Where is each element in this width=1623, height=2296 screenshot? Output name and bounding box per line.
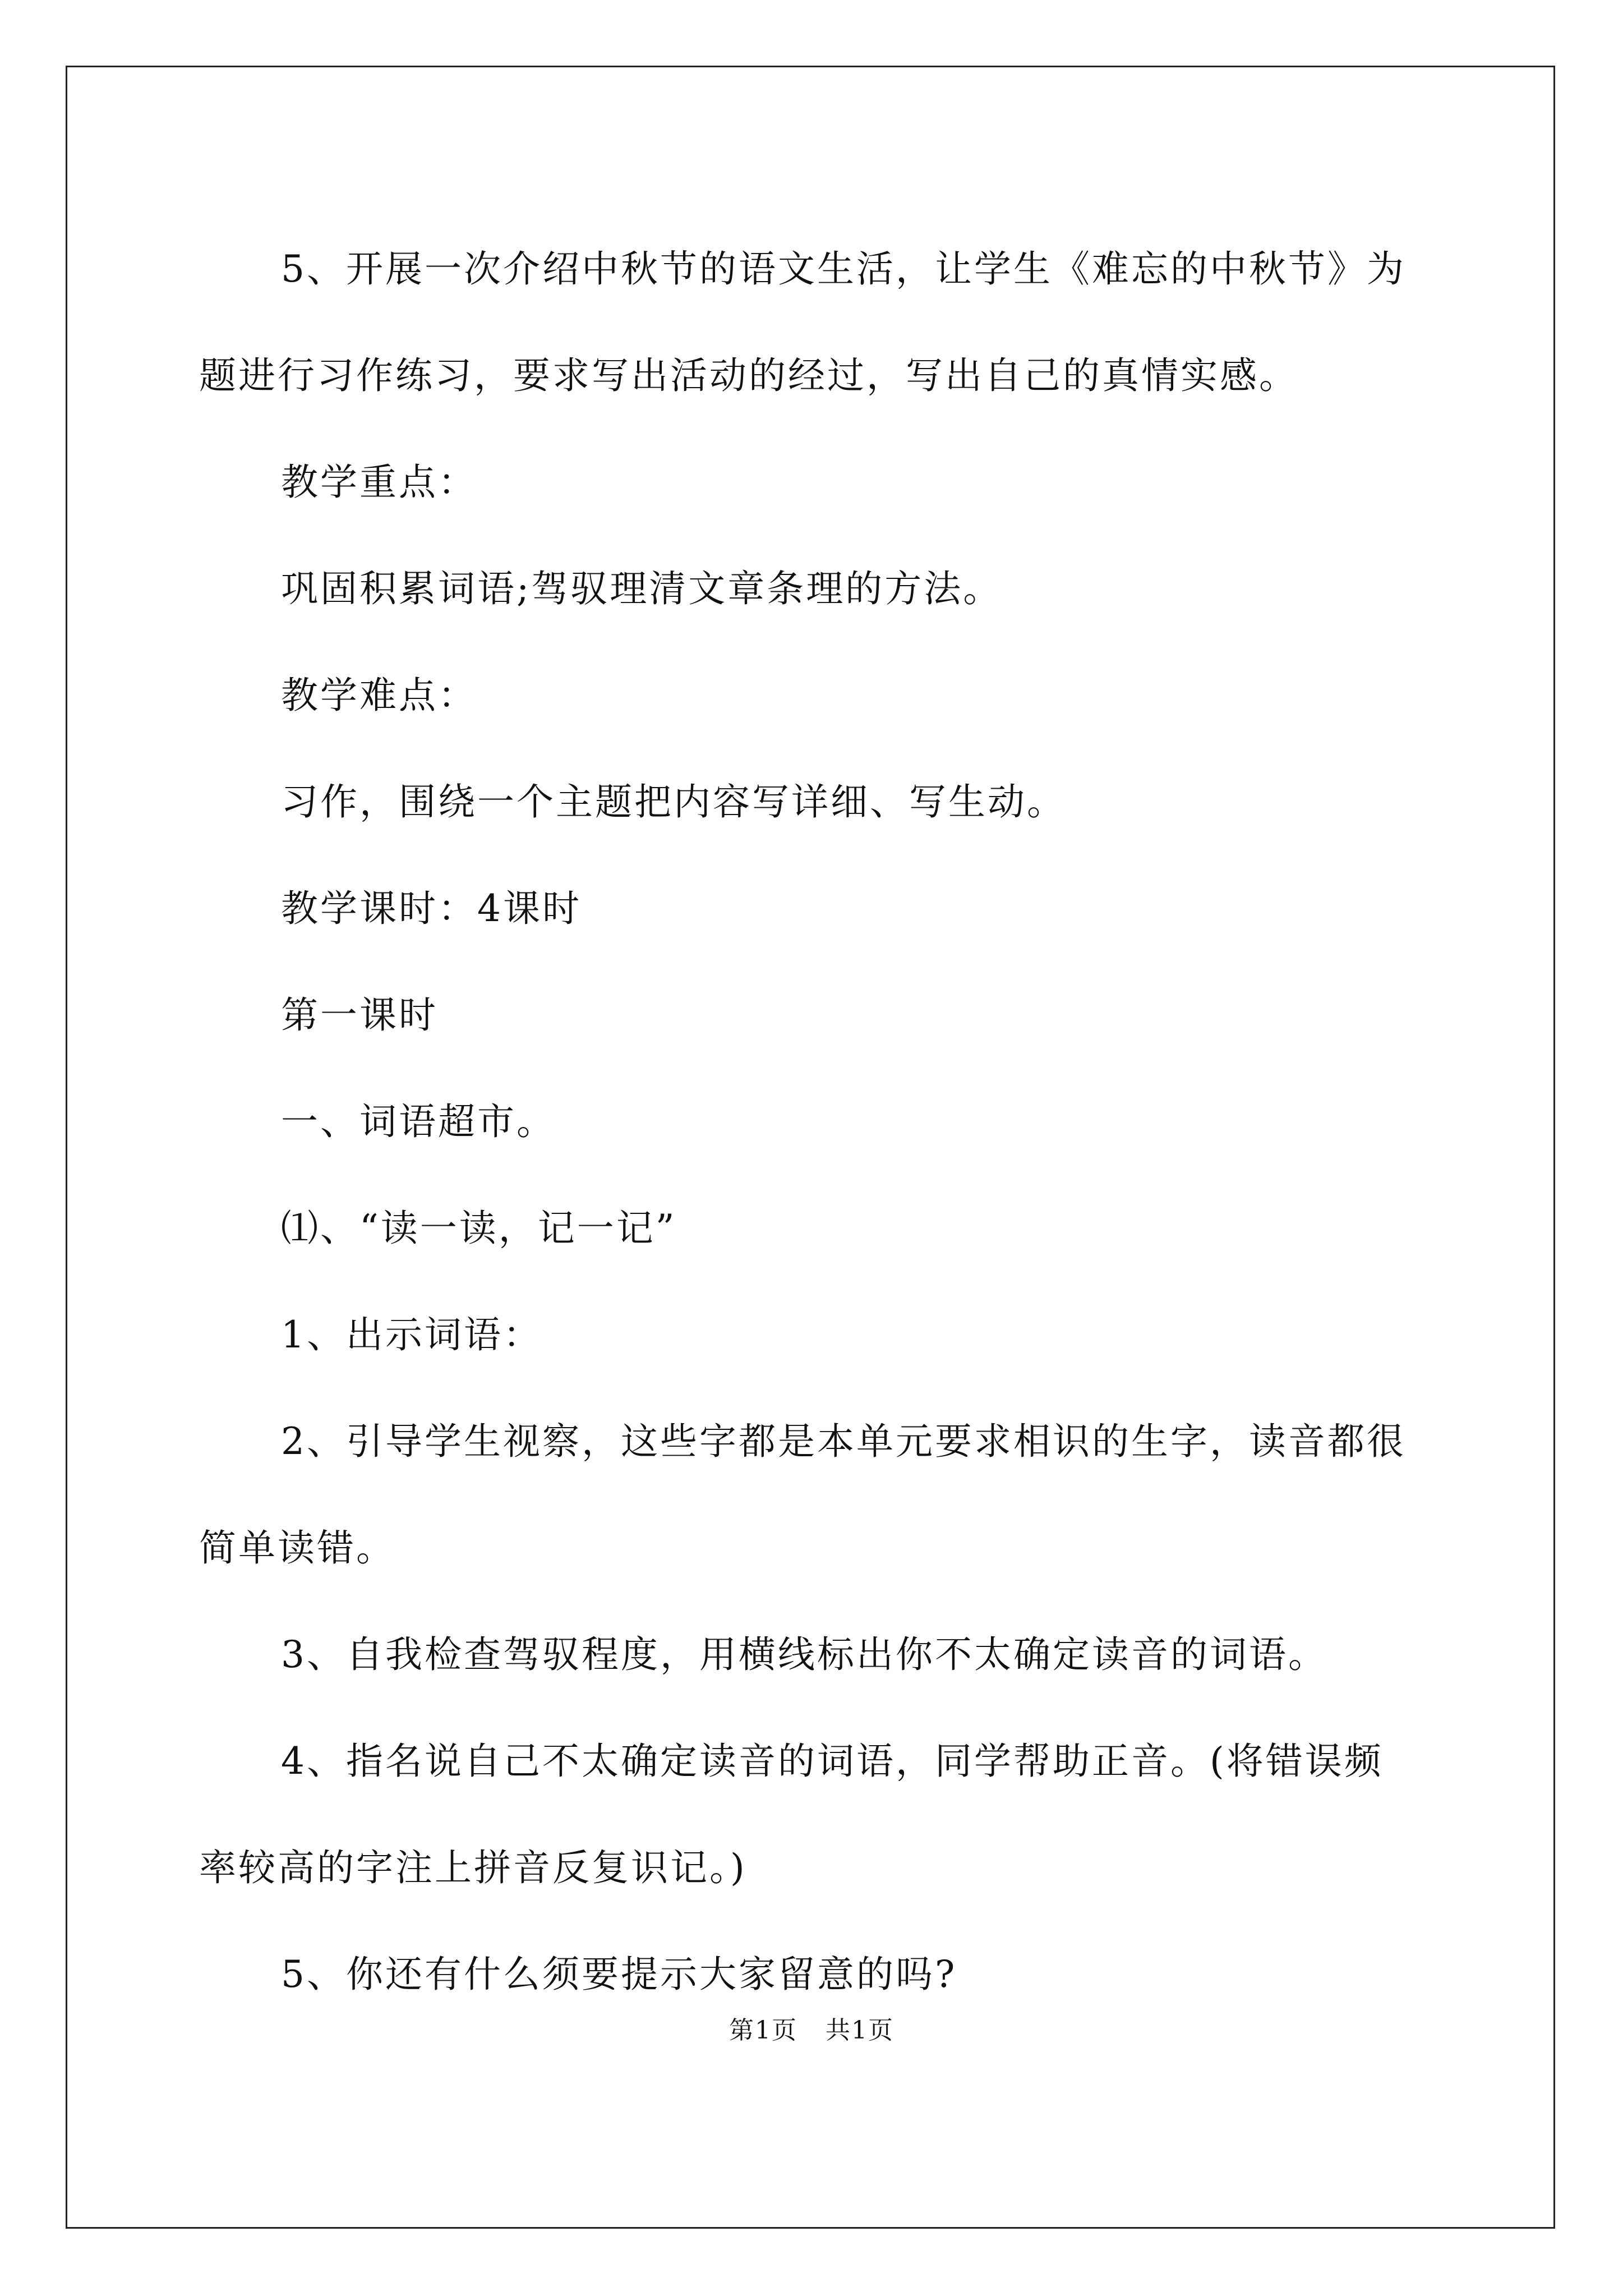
page-number-total: 共1页 [826, 2016, 894, 2045]
paragraph-line: 5、开展一次介绍中秋节的语文生活，让学生《难忘的中秋节》为 [281, 247, 1406, 291]
paragraph-line: 一、词语超市。 [281, 1100, 556, 1143]
paragraph-line: 2、引导学生视察，这些字都是本单元要求相识的生字，读音都很 [281, 1420, 1406, 1463]
paragraph-line: 率较高的字注上拼音反复识记。) [199, 1846, 747, 1889]
page-number-current: 第1页 [729, 2016, 797, 2045]
section-heading: 教学重点： [281, 461, 477, 504]
document-body [199, 216, 1433, 2028]
paragraph-line: 题进行习作练习，要求写出活动的经过，写出自己的真情实感。 [199, 354, 1298, 397]
paragraph-line: 教学课时：4课时 [281, 887, 582, 930]
paragraph-line: ⑴、“读一读，记一记” [281, 1207, 677, 1250]
section-heading: 第一课时 [281, 993, 438, 1037]
paragraph-line: 3、自我检查驾驭程度，用横线标出你不太确定读音的词语。 [281, 1633, 1327, 1676]
paragraph-line: 简单读错。 [199, 1526, 395, 1570]
paragraph-line: 4、指名说自己不太确定读音的词语，同学帮助正音。(将错误频 [281, 1740, 1384, 1783]
page-footer [0, 2014, 1623, 2047]
paragraph-line: 巩固积累词语;驾驭理清文章条理的方法。 [281, 567, 1003, 610]
paragraph-line: 5、你还有什么须要提示大家留意的吗? [281, 1953, 957, 1996]
paragraph-line: 1、出示词语： [281, 1313, 542, 1356]
section-heading: 教学难点： [281, 674, 477, 717]
paragraph-line: 习作，围绕一个主题把内容写详细、写生动。 [281, 780, 1066, 823]
